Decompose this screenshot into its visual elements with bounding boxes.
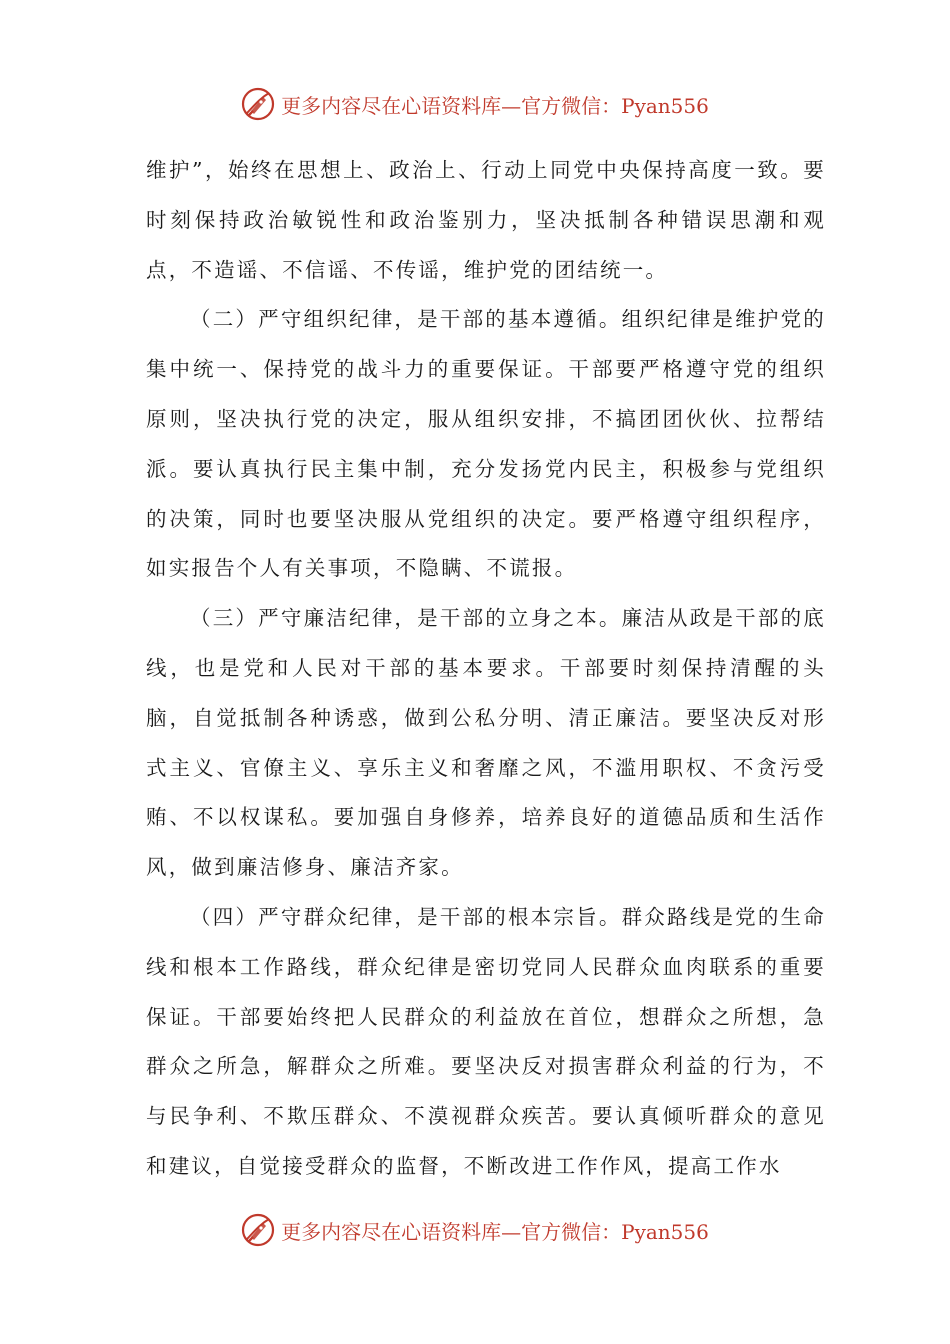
footer-banner [0, 1210, 950, 1250]
paragraph: 维护”，始终在思想上、政治上、行动上同党中央保持高度一致。要时刻保持政治敏锐性和政治鉴别力，坚决抵制各种错误思潮和观点，不造谣、不信谣、不传谣，维护党的团结统一。 [146, 158, 826, 282]
pen-nib-logo-icon [241, 1213, 275, 1247]
pen-nib-logo-icon [241, 87, 275, 121]
header-banner-text: 更多内容尽在心语资料库—官方微信：Pyan556 [281, 93, 709, 118]
footer-banner-text: 更多内容尽在心语资料库—官方微信：Pyan556 [281, 1219, 709, 1244]
header-banner [0, 84, 950, 124]
paragraph: （二）严守组织纪律，是干部的基本遵循。组织纪律是维护党的集中统一、保持党的战斗力的重要保证。干部要严格遵守党的组织原则，坚决执行党的决定，服从组织安排，不搞团团伙伙、拉帮结派。要认真执行民主集中制，充分发扬党内民主，积极参与党组织的决策，同时也要坚决服从党组织的决定。要严格遵守组织程序，如实报告个人有关事项，不隐瞒、不谎报。 [146, 307, 826, 581]
paragraph: （三）严守廉洁纪律，是干部的立身之本。廉洁从政是干部的底线，也是党和人民对干部的基本要求。干部要时刻保持清醒的头脑，自觉抵制各种诱惑，做到公私分明、清正廉洁。要坚决反对形式主义、官僚主义、享乐主义和奢靡之风，不滥用职权、不贪污受贿、不以权谋私。要加强自身修养，培养良好的道德品质和生活作风，做到廉洁修身、廉洁齐家。 [146, 606, 826, 880]
paragraph: （四）严守群众纪律，是干部的根本宗旨。群众路线是党的生命线和根本工作路线，群众纪律是密切党同人民群众血肉联系的重要保证。干部要始终把人民群众的利益放在首位，想群众之所想，急群众之所急，解群众之所难。要坚决反对损害群众利益的行为，不与民争利、不欺压群众、不漠视群众疾苦。要认真倾听群众的意见和建议，自觉接受群众的监督，不断改进工作作风，提高工作水 [146, 904, 826, 1178]
document-body [146, 146, 826, 1192]
